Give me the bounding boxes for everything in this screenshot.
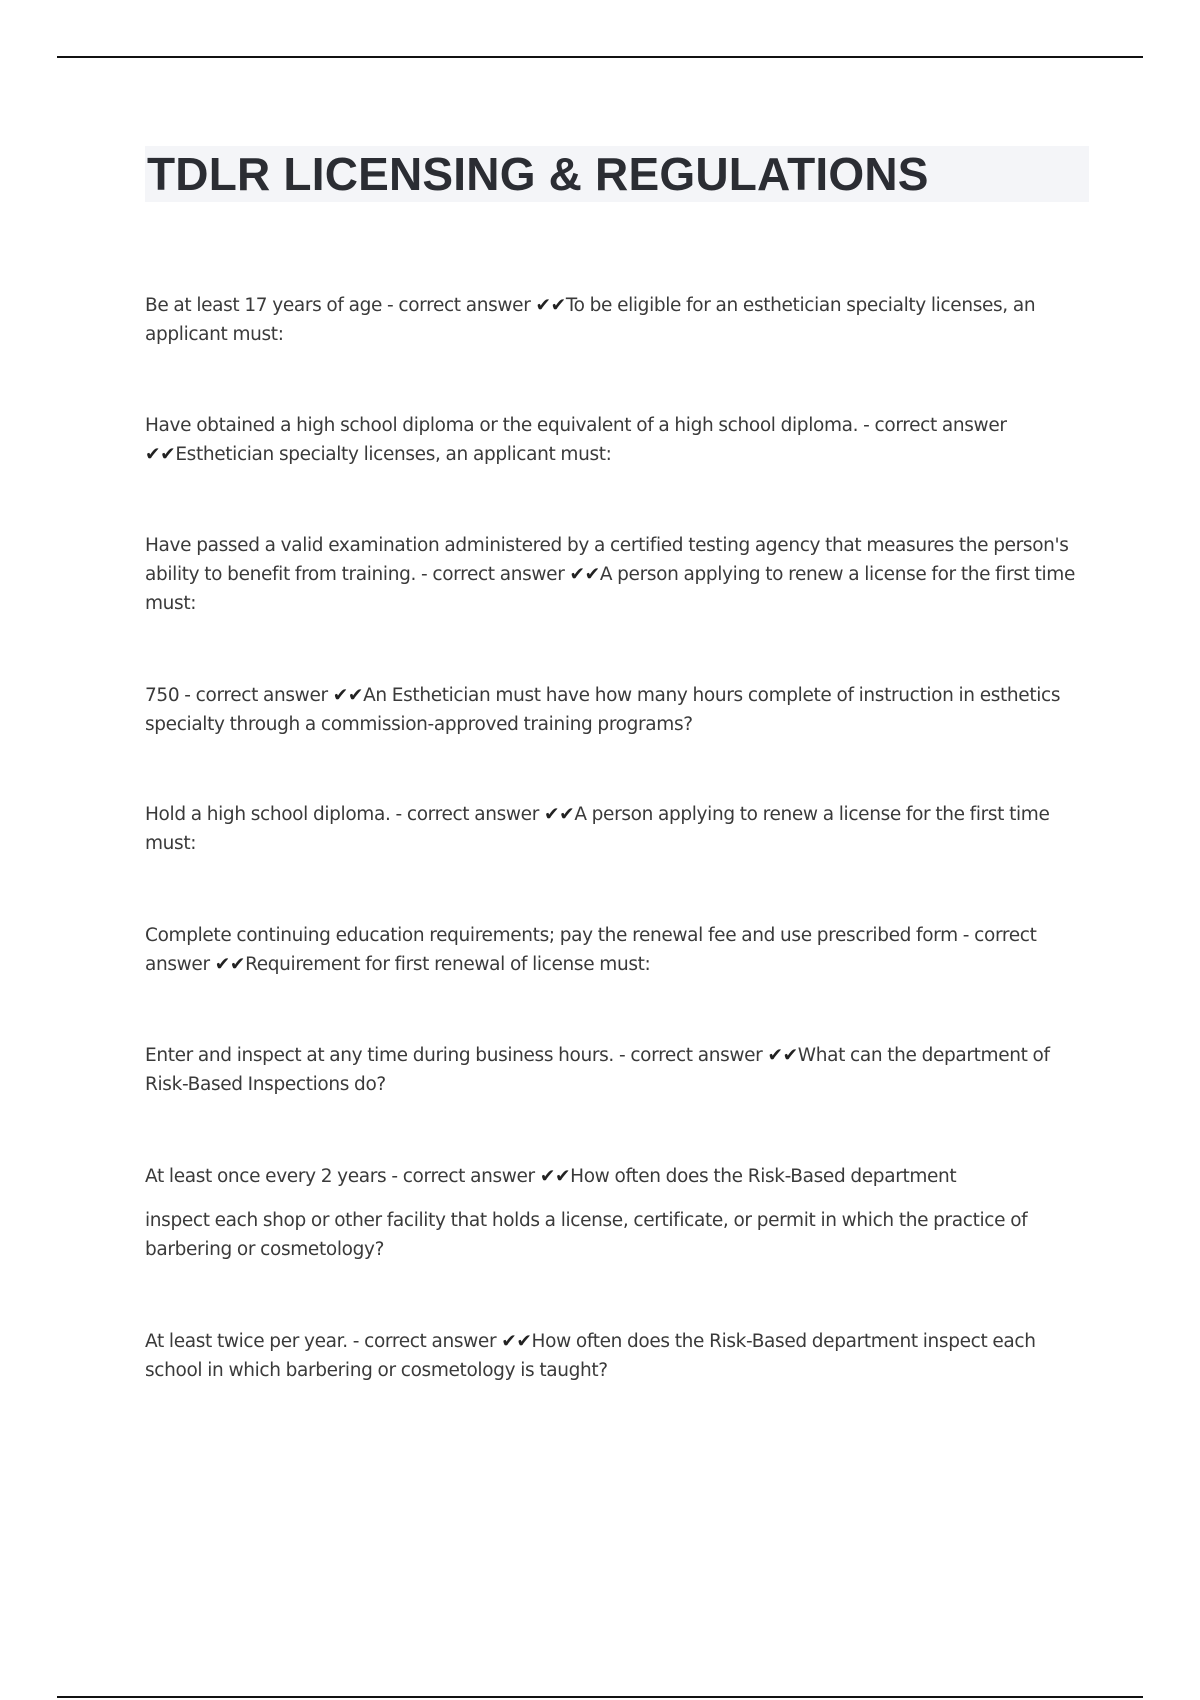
question-text: A person applying to renew a license for the first time must: xyxy=(145,564,1076,614)
check-mark-icon: ✔✔ xyxy=(501,1331,532,1352)
question-text: Esthetician specialty licenses, an applicant must: xyxy=(175,444,612,465)
separator: - correct answer xyxy=(390,804,544,825)
separator: - correct answer xyxy=(347,1331,502,1352)
question-text: How often does the Risk-Based department inspect each school in which barbering or cosmetology is taught? xyxy=(145,1331,1036,1381)
check-mark-icon: ✔✔ xyxy=(767,1045,798,1066)
qa-item-3 xyxy=(145,531,1095,618)
separator: - correct answer xyxy=(145,925,1037,975)
answer-text: Enter and inspect at any time during business hours. xyxy=(145,1045,614,1066)
qa-item-5 xyxy=(145,800,1095,858)
check-mark-icon: ✔✔ xyxy=(214,954,246,975)
qa-item-6 xyxy=(145,921,1095,979)
qa-item-8-continued xyxy=(145,1206,1095,1264)
check-mark-icon: ✔✔ xyxy=(145,444,176,465)
answer-text: 750 xyxy=(145,685,180,706)
question-text: An Esthetician must have how many hours complete of instruction in esthetics specialty through a commission-approved training programs? xyxy=(145,685,1061,735)
qa-item-4 xyxy=(145,681,1095,739)
separator: - correct answer xyxy=(179,685,333,706)
answer-text: At least twice per year. xyxy=(145,1331,348,1352)
separator: - correct answer xyxy=(613,1045,768,1066)
question-text: Requirement for first renewal of license must: xyxy=(245,954,651,975)
answer-text: Complete continuing education requirements; pay the renewal fee and use prescribed form xyxy=(145,925,958,946)
answer-text: Hold a high school diploma. xyxy=(145,804,391,825)
check-mark-icon: ✔✔ xyxy=(332,685,364,706)
qa-item-7 xyxy=(145,1041,1095,1099)
separator: - correct answer xyxy=(858,415,1007,436)
bottom-rule xyxy=(57,1696,1143,1698)
top-rule xyxy=(57,56,1143,58)
check-mark-icon: ✔✔ xyxy=(544,804,575,825)
question-text: To be eligible for an esthetician specialty licenses, an applicant must: xyxy=(145,295,1036,345)
question-text: A person applying to renew a license for the first time must: xyxy=(145,804,1050,854)
separator: - correct answer xyxy=(386,1166,540,1187)
qa-item-2 xyxy=(145,411,1095,469)
check-mark-icon: ✔✔ xyxy=(569,564,600,585)
question-text-continued: inspect each shop or other facility that holds a license, certificate, or permit in which the practice of barbering or cosmetology? xyxy=(145,1210,1028,1260)
answer-text: Be at least 17 years of age xyxy=(145,295,382,316)
question-text: What can the department of Risk-Based Inspections do? xyxy=(145,1045,1050,1095)
page-title: TDLR LICENSING & REGULATIONS xyxy=(147,148,929,200)
answer-text: Have obtained a high school diploma or the equivalent of a high school diploma. xyxy=(145,415,859,436)
answer-text: At least once every 2 years xyxy=(145,1166,387,1187)
check-mark-icon: ✔✔ xyxy=(535,295,566,316)
separator: - correct answer xyxy=(382,295,536,316)
question-text: How often does the Risk-Based department xyxy=(570,1166,957,1187)
qa-item-1 xyxy=(145,291,1095,349)
title-banner xyxy=(145,146,1089,202)
qa-item-9 xyxy=(145,1327,1095,1385)
check-mark-icon: ✔✔ xyxy=(539,1166,571,1187)
separator: - correct answer xyxy=(416,564,570,585)
qa-item-8 xyxy=(145,1162,1095,1191)
answer-text: Have passed a valid examination administered by a certified testing agency that measures the person's ability to benefit from training. xyxy=(145,535,1069,585)
